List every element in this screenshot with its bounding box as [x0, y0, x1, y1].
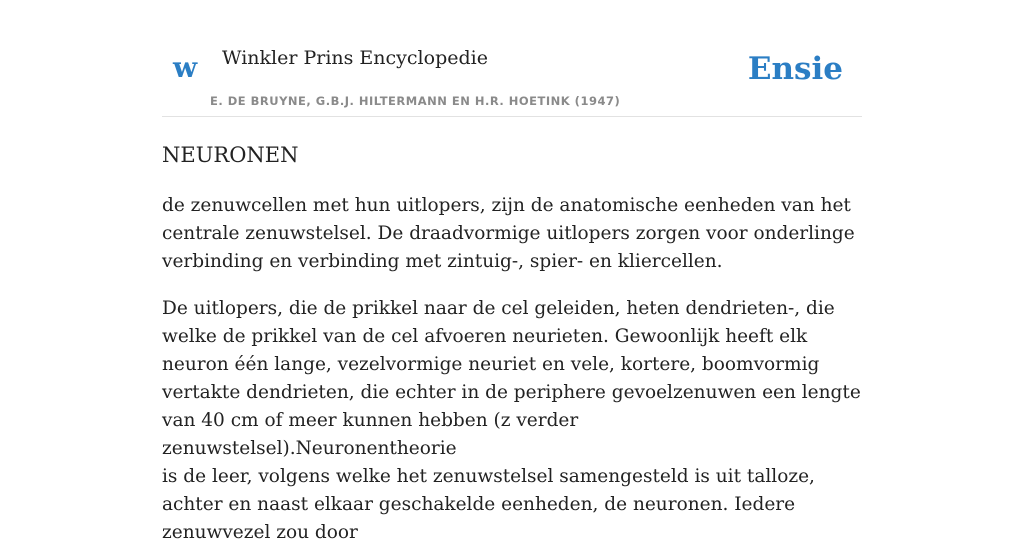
entry-title: NEURONEN	[162, 143, 299, 167]
entry-paragraph: de zenuwcellen met hun uitlopers, zijn de anatomische eenheden van het centrale zenuwstelsel. De draadvormige uitlopers zorgen voor onderlinge verbinding en verbinding met zintuig-, spier- en kliercellen.	[162, 195, 855, 272]
winkler-prins-logo[interactable]: w	[173, 51, 198, 84]
ensie-logo[interactable]: Ensie	[747, 51, 843, 87]
source-title[interactable]: Winkler Prins Encyclopedie	[222, 47, 488, 69]
source-authors: E. DE BRUYNE, G.B.J. HILTERMANN EN H.R. HOETINK (1947)	[210, 94, 621, 108]
entry-card	[162, 0, 862, 543]
entry-paragraph: De uitlopers, die de prikkel naar de cel geleiden, heten dendrieten-, die welke de prikkel van de cel afvoeren neurieten. Gewoonlijk heeft elk neuron één lange, vezelvormige neuriet en vele, kortere, boomvormig vertakte dendrieten, die echter in de periphere gevoelzenuwen een lengte van 40 cm of meer kunnen hebben (z verder zenuwstelsel).Neuronentheorie	[162, 298, 861, 459]
entry-paragraph: is de leer, volgens welke het zenuwstelsel samengesteld is uit talloze, achter en naast elkaar geschakelde eenheden, de neuronen. Iedere zenuwvezel zou door	[162, 466, 815, 543]
source-header	[162, 0, 862, 117]
